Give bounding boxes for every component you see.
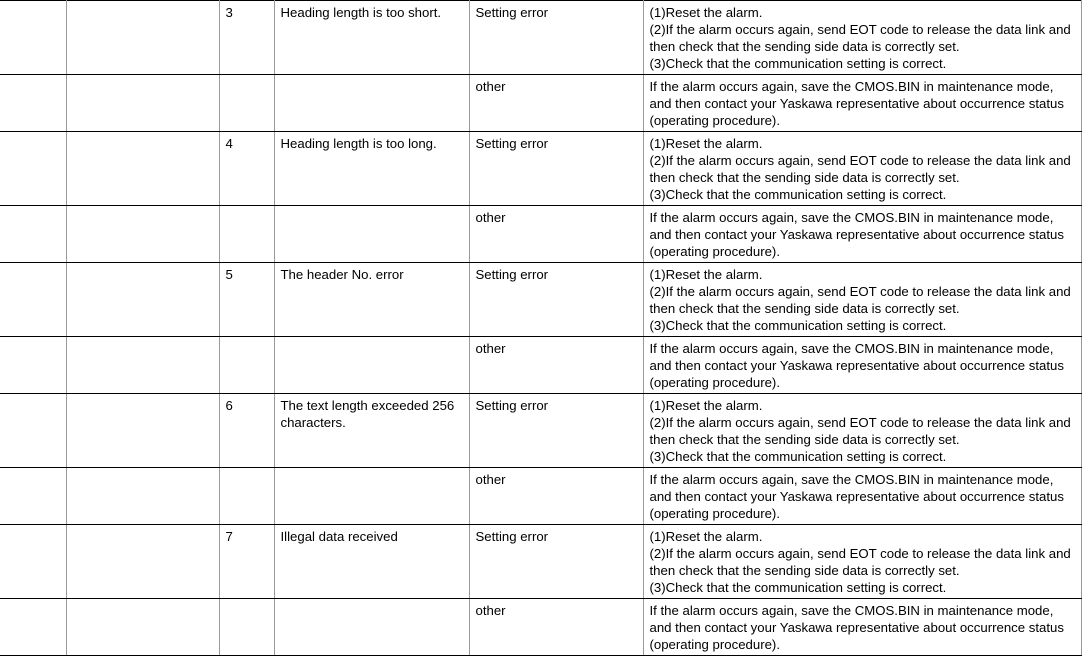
alarm-name-cell — [66, 599, 219, 656]
remedy-cell: (1)Reset the alarm. (2)If the alarm occurs again, send EOT code to release the data link and then check that the sending side data is correctly set. (3)Check that the communication setting is correct. — [643, 394, 1081, 468]
alarm-number-cell — [0, 394, 66, 468]
remedy-cell: If the alarm occurs again, save the CMOS.BIN in maintenance mode, and then contact your Yaskawa representative about occurrence status (operating procedure). — [643, 337, 1081, 394]
table-row — [0, 337, 1081, 394]
alarm-name-cell — [66, 75, 219, 132]
meaning-cell — [274, 206, 469, 263]
alarm-name-cell — [66, 1, 219, 75]
sub-code-cell: 7 — [219, 525, 274, 599]
alarm-name-cell — [66, 337, 219, 394]
sub-code-cell — [219, 206, 274, 263]
meaning-cell: Heading length is too long. — [274, 132, 469, 206]
remedy-cell: (1)Reset the alarm. (2)If the alarm occurs again, send EOT code to release the data link and then check that the sending side data is correctly set. (3)Check that the communication setting is correct. — [643, 263, 1081, 337]
sub-code-cell — [219, 468, 274, 525]
alarm-name-cell — [66, 132, 219, 206]
meaning-cell — [274, 468, 469, 525]
meaning-cell: The header No. error — [274, 263, 469, 337]
meaning-cell: Heading length is too short. — [274, 1, 469, 75]
cause-cell: Setting error — [469, 1, 643, 75]
alarm-table-body — [0, 1, 1081, 656]
table-row — [0, 468, 1081, 525]
alarm-number-cell — [0, 263, 66, 337]
cause-cell: other — [469, 599, 643, 656]
alarm-name-cell — [66, 468, 219, 525]
alarm-name-cell — [66, 525, 219, 599]
remedy-cell: (1)Reset the alarm. (2)If the alarm occurs again, send EOT code to release the data link and then check that the sending side data is correctly set. (3)Check that the communication setting is correct. — [643, 1, 1081, 75]
remedy-cell: (1)Reset the alarm. (2)If the alarm occurs again, send EOT code to release the data link and then check that the sending side data is correctly set. (3)Check that the communication setting is correct. — [643, 525, 1081, 599]
remedy-cell: If the alarm occurs again, save the CMOS.BIN in maintenance mode, and then contact your Yaskawa representative about occurrence status (operating procedure). — [643, 599, 1081, 656]
sub-code-cell: 5 — [219, 263, 274, 337]
cause-cell: other — [469, 75, 643, 132]
meaning-cell: Illegal data received — [274, 525, 469, 599]
alarm-number-cell — [0, 206, 66, 263]
cause-cell: other — [469, 206, 643, 263]
remedy-cell: If the alarm occurs again, save the CMOS.BIN in maintenance mode, and then contact your Yaskawa representative about occurrence status (operating procedure). — [643, 206, 1081, 263]
remedy-cell: If the alarm occurs again, save the CMOS.BIN in maintenance mode, and then contact your Yaskawa representative about occurrence status (operating procedure). — [643, 75, 1081, 132]
sub-code-cell — [219, 75, 274, 132]
remedy-cell: If the alarm occurs again, save the CMOS.BIN in maintenance mode, and then contact your Yaskawa representative about occurrence status (operating procedure). — [643, 468, 1081, 525]
alarm-number-cell — [0, 132, 66, 206]
alarm-number-cell — [0, 1, 66, 75]
alarm-number-cell — [0, 337, 66, 394]
sub-code-cell — [219, 599, 274, 656]
table-row — [0, 75, 1081, 132]
alarm-number-cell — [0, 468, 66, 525]
sub-code-cell — [219, 337, 274, 394]
table-row — [0, 525, 1081, 599]
table-row — [0, 394, 1081, 468]
meaning-cell — [274, 75, 469, 132]
cause-cell: Setting error — [469, 263, 643, 337]
cause-cell: Setting error — [469, 525, 643, 599]
alarm-name-cell — [66, 263, 219, 337]
cause-cell: other — [469, 337, 643, 394]
table-row — [0, 599, 1081, 656]
meaning-cell — [274, 337, 469, 394]
alarm-number-cell — [0, 525, 66, 599]
cause-cell: Setting error — [469, 132, 643, 206]
meaning-cell: The text length exceeded 256 characters. — [274, 394, 469, 468]
alarm-number-cell — [0, 599, 66, 656]
sub-code-cell: 3 — [219, 1, 274, 75]
table-row — [0, 206, 1081, 263]
cause-cell: other — [469, 468, 643, 525]
table-row — [0, 263, 1081, 337]
alarm-name-cell — [66, 394, 219, 468]
table-row — [0, 1, 1081, 75]
table-row — [0, 132, 1081, 206]
sub-code-cell: 6 — [219, 394, 274, 468]
cause-cell: Setting error — [469, 394, 643, 468]
sub-code-cell: 4 — [219, 132, 274, 206]
alarm-name-cell — [66, 206, 219, 263]
alarm-number-cell — [0, 75, 66, 132]
remedy-cell: (1)Reset the alarm. (2)If the alarm occurs again, send EOT code to release the data link and then check that the sending side data is correctly set. (3)Check that the communication setting is correct. — [643, 132, 1081, 206]
meaning-cell — [274, 599, 469, 656]
